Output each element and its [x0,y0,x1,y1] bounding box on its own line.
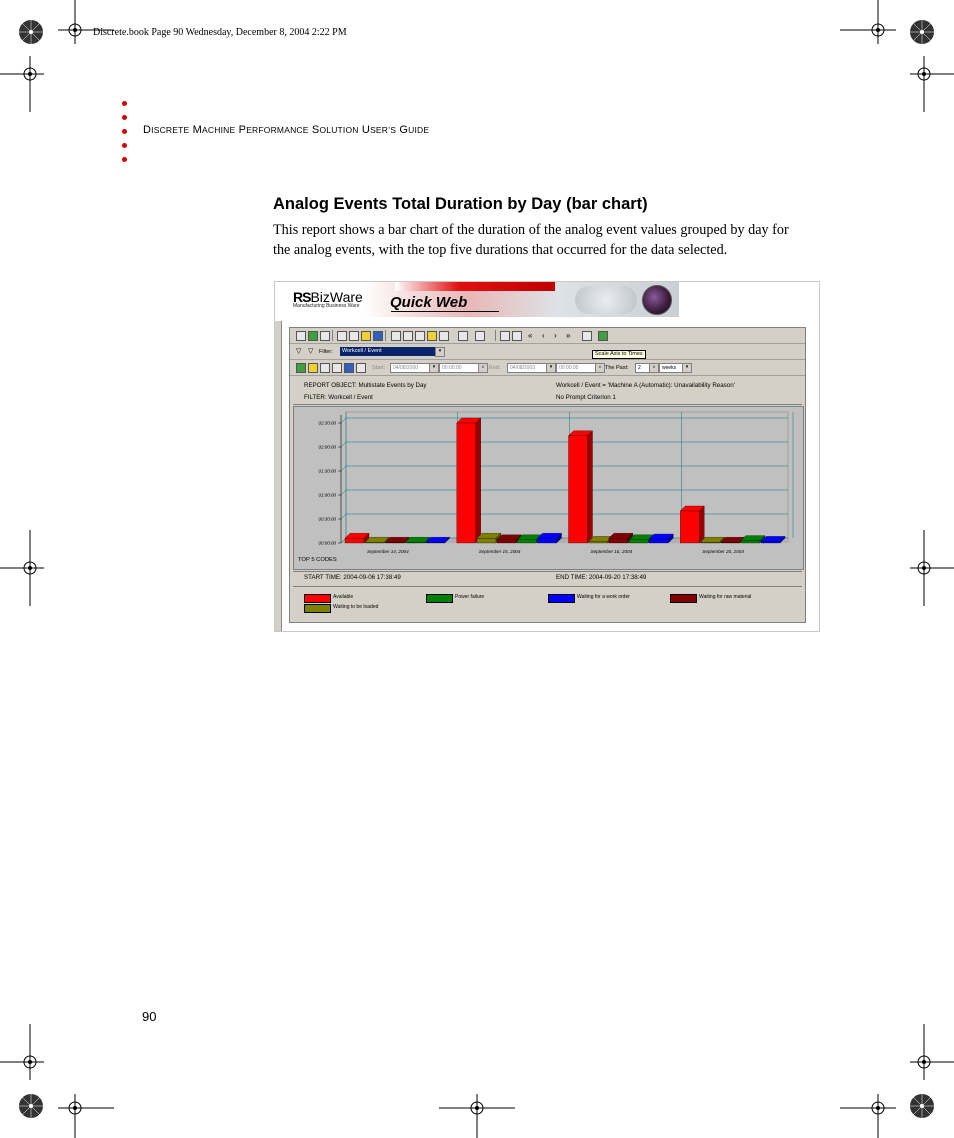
prompt-line: No Prompt Criterion 1 [556,394,616,401]
section-title: Analog Events Total Duration by Day (bar chart) [273,195,648,213]
toolbar-separator [332,330,333,341]
bar [569,436,588,543]
table-icon[interactable] [415,331,425,341]
calendar-icon[interactable] [582,331,592,341]
margin-bullet [122,157,127,162]
report-screenshot [274,281,820,632]
y-tick-label: 02:30:00 [318,420,336,426]
workcell-line: Workcell / Event = 'Machine A (Automatic): Unavailability Reason' [556,382,735,389]
legend-label-to-be-loaded: Waiting to be loaded [333,604,379,610]
gears-graphic [575,286,637,314]
bar [365,542,384,543]
bar [497,540,516,543]
quick-web-title: Quick Web [390,294,468,311]
legend-swatch-available [304,594,331,603]
grid-icon[interactable] [391,331,401,341]
body-paragraph: This report shows a bar chart of the duration of the analog event values grouped by day for the analog events, with the top five durations that occurred for the data selected. [273,222,789,258]
copy-icon[interactable] [458,331,468,341]
funnel-clear-icon[interactable]: ▽ [308,348,314,355]
y-tick-label: 00:30:00 [318,516,336,522]
filter-label: Filter: [319,349,333,355]
past-value-field[interactable]: 2 [635,363,650,373]
scale-axis-tooltip: Scale Axis to Times [592,350,646,359]
legend-swatch-raw-material [670,594,697,603]
clock-icon[interactable] [308,363,318,373]
bar [345,538,364,543]
paste-icon[interactable] [475,331,485,341]
options-icon[interactable] [361,331,371,341]
legend-swatch-power-failure [426,594,453,603]
bar [517,540,536,543]
x-tick-label: September 15, 2004 [478,549,521,554]
legend-label-available: Available [333,594,354,600]
gridline-diagonal [341,418,346,423]
report-object-line: REPORT OBJECT: Multistate Events by Day [304,382,427,389]
bar [680,511,699,543]
globe-icon [642,285,672,315]
toolbar-separator [385,330,386,341]
logo-subtitle: Manufacturing Business Ware [293,303,360,309]
print-header-stamp: Discrete.book Page 90 Wednesday, December 8, 2004 2:22 PM [93,27,347,38]
y-tick-label: 01:00:00 [318,492,336,498]
column-chart-icon[interactable] [439,331,449,341]
y-tick-label: 00:00:00 [318,540,336,546]
toolbar-separator [495,330,496,341]
title-underline [391,311,499,312]
start-time-field[interactable]: 00:00:00 [439,363,479,373]
start-time-line: START TIME: 2004-09-06 17:38:49 [304,574,401,581]
running-head: DISCRETE MACHINE PERFORMANCE SOLUTION USER’S GUIDE [143,124,430,136]
banner-stripe [395,282,555,291]
report-icon[interactable] [356,363,366,373]
left-pane-splitter[interactable] [275,321,282,631]
start-label: Start: [372,365,386,371]
gridline-diagonal [341,442,346,447]
bar-side [476,418,481,543]
folder-icon[interactable] [427,331,437,341]
y-tick-label: 02:00:00 [318,444,336,450]
past-value-spinner[interactable]: ± [649,363,659,373]
end-date-dropdown[interactable]: ▾ [546,363,556,373]
filter-toolbar [290,344,805,360]
bar-chart-icon[interactable] [403,331,413,341]
legend-swatch-work-order [548,594,575,603]
legend-swatch-to-be-loaded [304,604,331,613]
chart-icon[interactable] [373,331,383,341]
bar-chart-panel [293,406,804,570]
margin-bullet [122,101,127,106]
legend-label-work-order: Waiting for a work order [577,594,630,600]
end-time-line: END TIME: 2004-09-20 17:38:49 [556,574,647,581]
start-date-field[interactable]: 04/08/2000 [390,363,430,373]
heading-rule [293,404,802,405]
filter-line: FILTER: Workcell / Event [304,394,373,401]
bar [406,542,425,543]
filter-dropdown-button[interactable]: ▾ [435,347,445,357]
bar [538,538,557,543]
first-page-icon[interactable]: « [528,331,533,340]
x-tick-label: September 16, 2004 [590,549,633,554]
end-label: End: [489,365,501,371]
plot-back-wall [346,412,788,542]
start-date-dropdown[interactable]: ▾ [429,363,439,373]
bar [426,542,445,543]
gridline-diagonal [341,490,346,495]
zoom-in-icon[interactable] [500,331,510,341]
bar-side [699,506,704,543]
legend-label-power-failure: Power failure [455,594,485,600]
end-date-field[interactable]: 04/08/2003 [507,363,547,373]
bar [700,542,719,543]
bar [761,541,780,543]
bar [609,538,628,543]
bar [741,541,760,543]
bar-side [588,431,593,543]
user-icon[interactable] [320,363,330,373]
export-icon[interactable] [308,331,318,341]
past-label: The Past: [605,365,629,371]
x-tick-label: September 14, 2004 [367,549,409,554]
main-toolbar [290,328,805,344]
legend-top-rule [293,586,802,587]
refresh-icon[interactable] [598,331,608,341]
filter-select[interactable]: Workcell / Event [340,347,436,356]
gridline-diagonal [341,514,346,519]
print-icon[interactable] [337,331,347,341]
end-time-field[interactable]: 00:00:00 [556,363,596,373]
report-viewer [289,327,806,623]
next-page-icon[interactable]: › [554,331,557,340]
chart-bottom-rule [293,571,802,572]
margin-bullet [122,129,127,134]
end-time-spinner[interactable]: ± [595,363,605,373]
top-codes-label: TOP 5 CODES [298,557,337,563]
rsbizware-logo: RSBizWare [293,289,363,305]
past-unit-select[interactable]: weeks [659,363,685,373]
bar [649,539,668,543]
save-icon[interactable] [320,331,330,341]
past-unit-dropdown[interactable]: ▾ [682,363,692,373]
bar [589,541,608,543]
margin-bullet [122,143,127,148]
start-time-spinner[interactable]: ± [478,363,488,373]
bar [721,542,740,543]
legend-label-raw-material: Waiting for raw material [699,594,752,600]
bar [629,540,648,543]
page-number: 90 [142,1009,157,1024]
bar [385,542,404,543]
view-icon[interactable] [296,331,306,341]
bar-chart [294,407,803,569]
last-page-icon[interactable]: » [566,331,571,340]
zoom-out-icon[interactable] [512,331,522,341]
previous-page-icon[interactable]: ‹ [542,331,545,340]
user-group-icon[interactable] [332,363,342,373]
save-view-icon[interactable] [344,363,354,373]
gridline-diagonal [341,466,346,471]
app-banner [275,282,679,317]
y-tick-label: 01:30:00 [318,468,336,474]
x-tick-label: September 20, 2004 [702,549,744,554]
margin-bullet [122,115,127,120]
print-preview-icon[interactable] [349,331,359,341]
bar [457,423,476,543]
bar [477,538,496,543]
apply-icon[interactable] [296,363,306,373]
funnel-icon[interactable]: ▽ [296,348,302,355]
